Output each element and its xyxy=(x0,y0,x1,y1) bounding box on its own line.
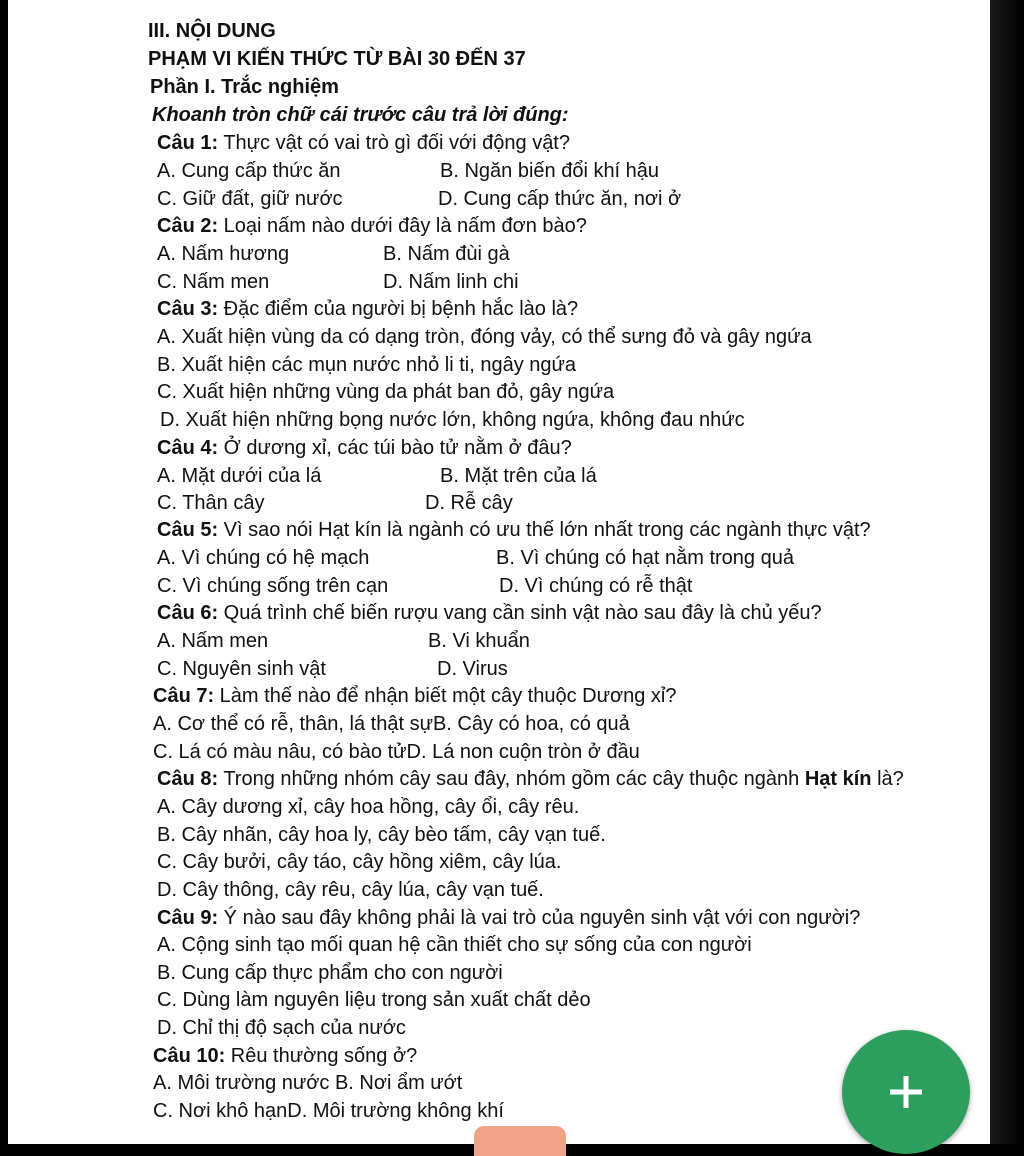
option-5a: A. Vì chúng có hệ mạch xyxy=(157,547,370,569)
option-4d: D. Rễ cây xyxy=(425,492,513,514)
question-text: Rêu thường sống ở? xyxy=(225,1045,418,1067)
question-text: Làm thế nào để nhận biết một cây thuộc Dương xỉ? xyxy=(214,685,677,707)
plus-icon xyxy=(886,1072,926,1112)
question-text: Thực vật có vai trò gì đối với động vật? xyxy=(218,132,570,154)
question-6 xyxy=(157,601,822,625)
question-number: Câu 2: xyxy=(157,215,219,237)
option-6c: C. Nguyên sinh vật xyxy=(157,658,326,680)
question-9 xyxy=(157,906,860,930)
question-number: Câu 3: xyxy=(157,298,219,320)
question-number: Câu 6: xyxy=(157,602,219,624)
option-3c: C. Xuất hiện những vùng da phát ban đỏ, gây ngứa xyxy=(157,381,615,403)
question-number: Câu 10: xyxy=(153,1045,226,1067)
question-tail: là? xyxy=(871,768,904,790)
question-number: Câu 8: xyxy=(157,768,219,790)
question-text: Trong những nhóm cây sau đây, nhóm gồm các cây thuộc ngành xyxy=(218,768,805,790)
question-5 xyxy=(157,518,871,542)
instruction: Khoanh tròn chữ cái trước câu trả lời đúng: xyxy=(152,104,569,126)
option-10c: C. Nơi khô hạnD. Môi trường không khí xyxy=(153,1100,504,1122)
option-2b: B. Nấm đùi gà xyxy=(383,243,510,265)
option-4a: A. Mặt dưới của lá xyxy=(157,465,322,487)
part-heading: Phần I. Trắc nghiệm xyxy=(150,76,339,98)
question-1 xyxy=(157,131,570,155)
question-number: Câu 5: xyxy=(157,519,219,541)
option-1a: A. Cung cấp thức ăn xyxy=(157,160,341,182)
question-8 xyxy=(157,767,904,791)
option-8c: C. Cây bưởi, cây táo, cây hồng xiêm, cây lúa. xyxy=(157,851,562,873)
add-button[interactable] xyxy=(842,1030,970,1154)
question-2 xyxy=(157,214,587,238)
option-9d: D. Chỉ thị độ sạch của nước xyxy=(157,1017,406,1039)
question-text: Loại nấm nào dưới đây là nấm đơn bào? xyxy=(218,215,587,237)
option-2c: C. Nấm men xyxy=(157,271,270,293)
option-6a: A. Nấm men xyxy=(157,630,269,652)
option-8d: D. Cây thông, cây rêu, cây lúa, cây vạn tuế. xyxy=(157,879,544,901)
option-1d: D. Cung cấp thức ăn, nơi ở xyxy=(438,188,682,210)
option-9a: A. Cộng sinh tạo mối quan hệ cần thiết cho sự sống của con người xyxy=(157,934,752,956)
question-7 xyxy=(153,684,676,708)
question-number: Câu 1: xyxy=(157,132,219,154)
option-6d: D. Virus xyxy=(437,658,508,680)
option-5b: B. Vì chúng có hạt nằm trong quả xyxy=(496,547,794,569)
question-10 xyxy=(153,1044,417,1068)
option-8b: B. Cây nhãn, cây hoa ly, cây bèo tấm, cây vạn tuế. xyxy=(157,824,606,846)
option-5c: C. Vì chúng sống trên cạn xyxy=(157,575,389,597)
question-text: Vì sao nói Hạt kín là ngành có ưu thế lớn nhất trong các ngành thực vật? xyxy=(218,519,871,541)
option-7c: C. Lá có màu nâu, có bào tửD. Lá non cuộn tròn ở đầu xyxy=(153,741,640,763)
option-3b: B. Xuất hiện các mụn nước nhỏ li ti, ngây ngứa xyxy=(157,354,577,376)
question-text: Ở dương xỉ, các túi bào tử nằm ở đâu? xyxy=(218,437,572,459)
option-9c: C. Dùng làm nguyên liệu trong sản xuất chất dẻo xyxy=(157,989,591,1011)
question-text: Ý nào sau đây không phải là vai trò của nguyên sinh vật với con người? xyxy=(218,907,861,929)
question-number: Câu 7: xyxy=(153,685,215,707)
question-text: Đặc điểm của người bị bệnh hắc lào là? xyxy=(218,298,579,320)
bottom-tab-handle[interactable] xyxy=(474,1126,566,1156)
option-1c: C. Giữ đất, giữ nước xyxy=(157,188,343,210)
option-10a: A. Môi trường nước B. Nơi ẩm ướt xyxy=(153,1072,463,1094)
option-4c: C. Thân cây xyxy=(157,492,265,514)
option-5d: D. Vì chúng có rễ thật xyxy=(499,575,693,597)
question-keyword: Hạt kín xyxy=(804,768,872,790)
option-3a: A. Xuất hiện vùng da có dạng tròn, đóng vảy, có thể sưng đỏ và gây ngứa xyxy=(157,326,812,348)
option-2d: D. Nấm linh chi xyxy=(383,271,519,293)
section-heading: III. NỘI DUNG xyxy=(148,20,276,42)
option-6b: B. Vi khuẩn xyxy=(428,630,530,652)
option-2a: A. Nấm hương xyxy=(157,243,290,265)
question-4 xyxy=(157,436,572,460)
option-3d: D. Xuất hiện những bọng nước lớn, không ngứa, không đau nhức xyxy=(160,409,745,431)
option-8a: A. Cây dương xỉ, cây hoa hồng, cây ổi, cây rêu. xyxy=(157,796,580,818)
option-1b: B. Ngăn biến đổi khí hậu xyxy=(440,160,660,182)
question-number: Câu 4: xyxy=(157,437,219,459)
question-number: Câu 9: xyxy=(157,907,219,929)
screen-edge xyxy=(990,0,1024,1144)
option-9b: B. Cung cấp thực phẩm cho con người xyxy=(157,962,503,984)
option-4b: B. Mặt trên của lá xyxy=(440,465,597,487)
question-3 xyxy=(157,297,578,321)
option-7a: A. Cơ thể có rễ, thân, lá thật sựB. Cây có hoa, có quả xyxy=(153,713,630,735)
scope-heading: PHẠM VI KIẾN THỨC TỪ BÀI 30 ĐẾN 37 xyxy=(148,48,526,70)
question-text: Quá trình chế biến rượu vang cần sinh vật nào sau đây là chủ yếu? xyxy=(218,602,822,624)
